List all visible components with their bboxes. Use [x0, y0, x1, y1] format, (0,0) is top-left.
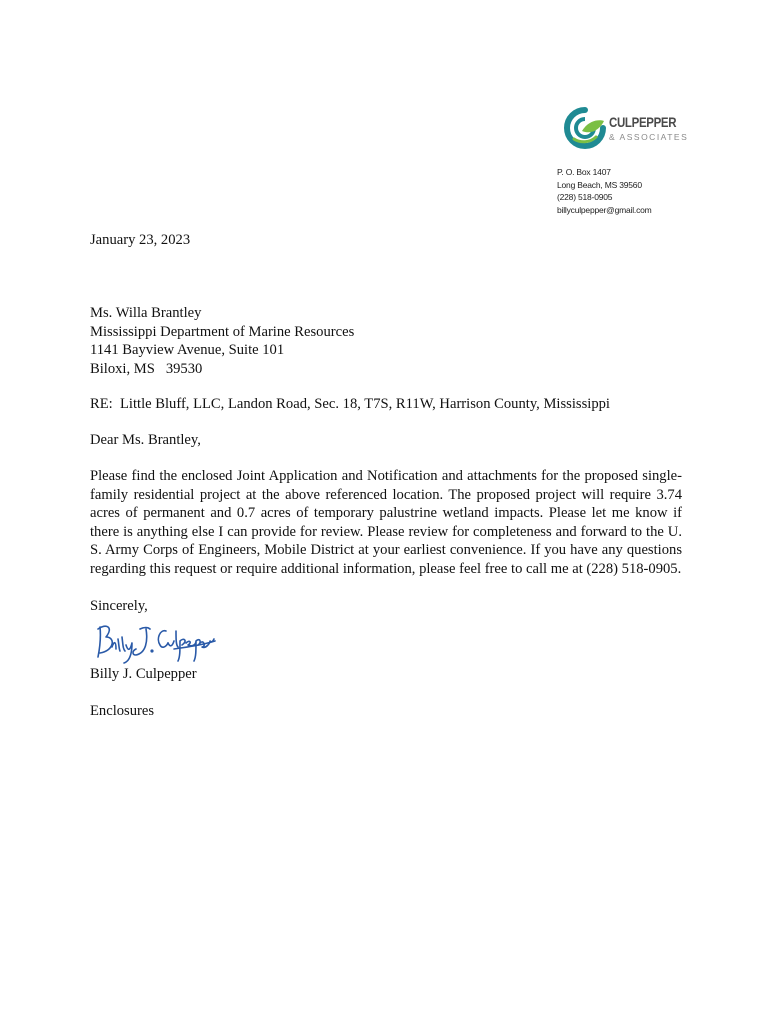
body-line: regarding this request or require additional information, please feel free to call me at (228) 518-0905.: [90, 560, 682, 577]
contact-po-box: P. O. Box 1407: [557, 167, 611, 177]
body-line: acres of permanent and 0.7 acres of temporary palustrine wetland impacts. Please let me know if: [90, 505, 682, 521]
recipient-organization: Mississippi Department of Marine Resources: [90, 323, 355, 340]
body-line: Please find the enclosed Joint Application and Notification and attachments for the proposed single-: [90, 468, 682, 484]
recipient-street: 1141 Bayview Avenue, Suite 101: [90, 342, 285, 358]
body-line: family residential project at the above referenced location. The proposed project will require 3.74: [90, 486, 682, 503]
company-logo-icon: [564, 107, 606, 149]
letter-date: January 23, 2023: [90, 232, 191, 248]
enclosures-note: Enclosures: [90, 703, 155, 719]
body-paragraph: [90, 467, 682, 578]
subject-line: RE: Little Bluff, LLC, Landon Road, Sec. 18, T7S, R11W, Harrison County, Mississippi: [90, 396, 610, 412]
company-name: CULPEPPER: [609, 114, 677, 130]
salutation: Dear Ms. Brantley,: [90, 432, 201, 448]
contact-city: Long Beach, MS 39560: [557, 179, 642, 190]
recipient-name: Ms. Willa Brantley: [90, 305, 202, 321]
body-line: S. Army Corps of Engineers, Mobile District at your earliest convenience. If you have any questions: [90, 542, 682, 558]
closing: Sincerely,: [90, 598, 148, 614]
body-line: there is anything else I can provide for review. Please review for completeness and forward to the U.: [90, 523, 682, 540]
contact-phone: (228) 518-0905: [557, 192, 613, 202]
contact-block: [557, 166, 652, 216]
contact-email: billyculpepper@gmail.com: [557, 204, 652, 215]
company-subname: & ASSOCIATES: [609, 132, 689, 142]
signer-name: Billy J. Culpepper: [90, 666, 197, 682]
company-logo: [564, 107, 689, 149]
signature-image: [92, 617, 216, 665]
recipient-address: [90, 304, 354, 378]
recipient-city: Biloxi, MS 39530: [90, 360, 203, 377]
